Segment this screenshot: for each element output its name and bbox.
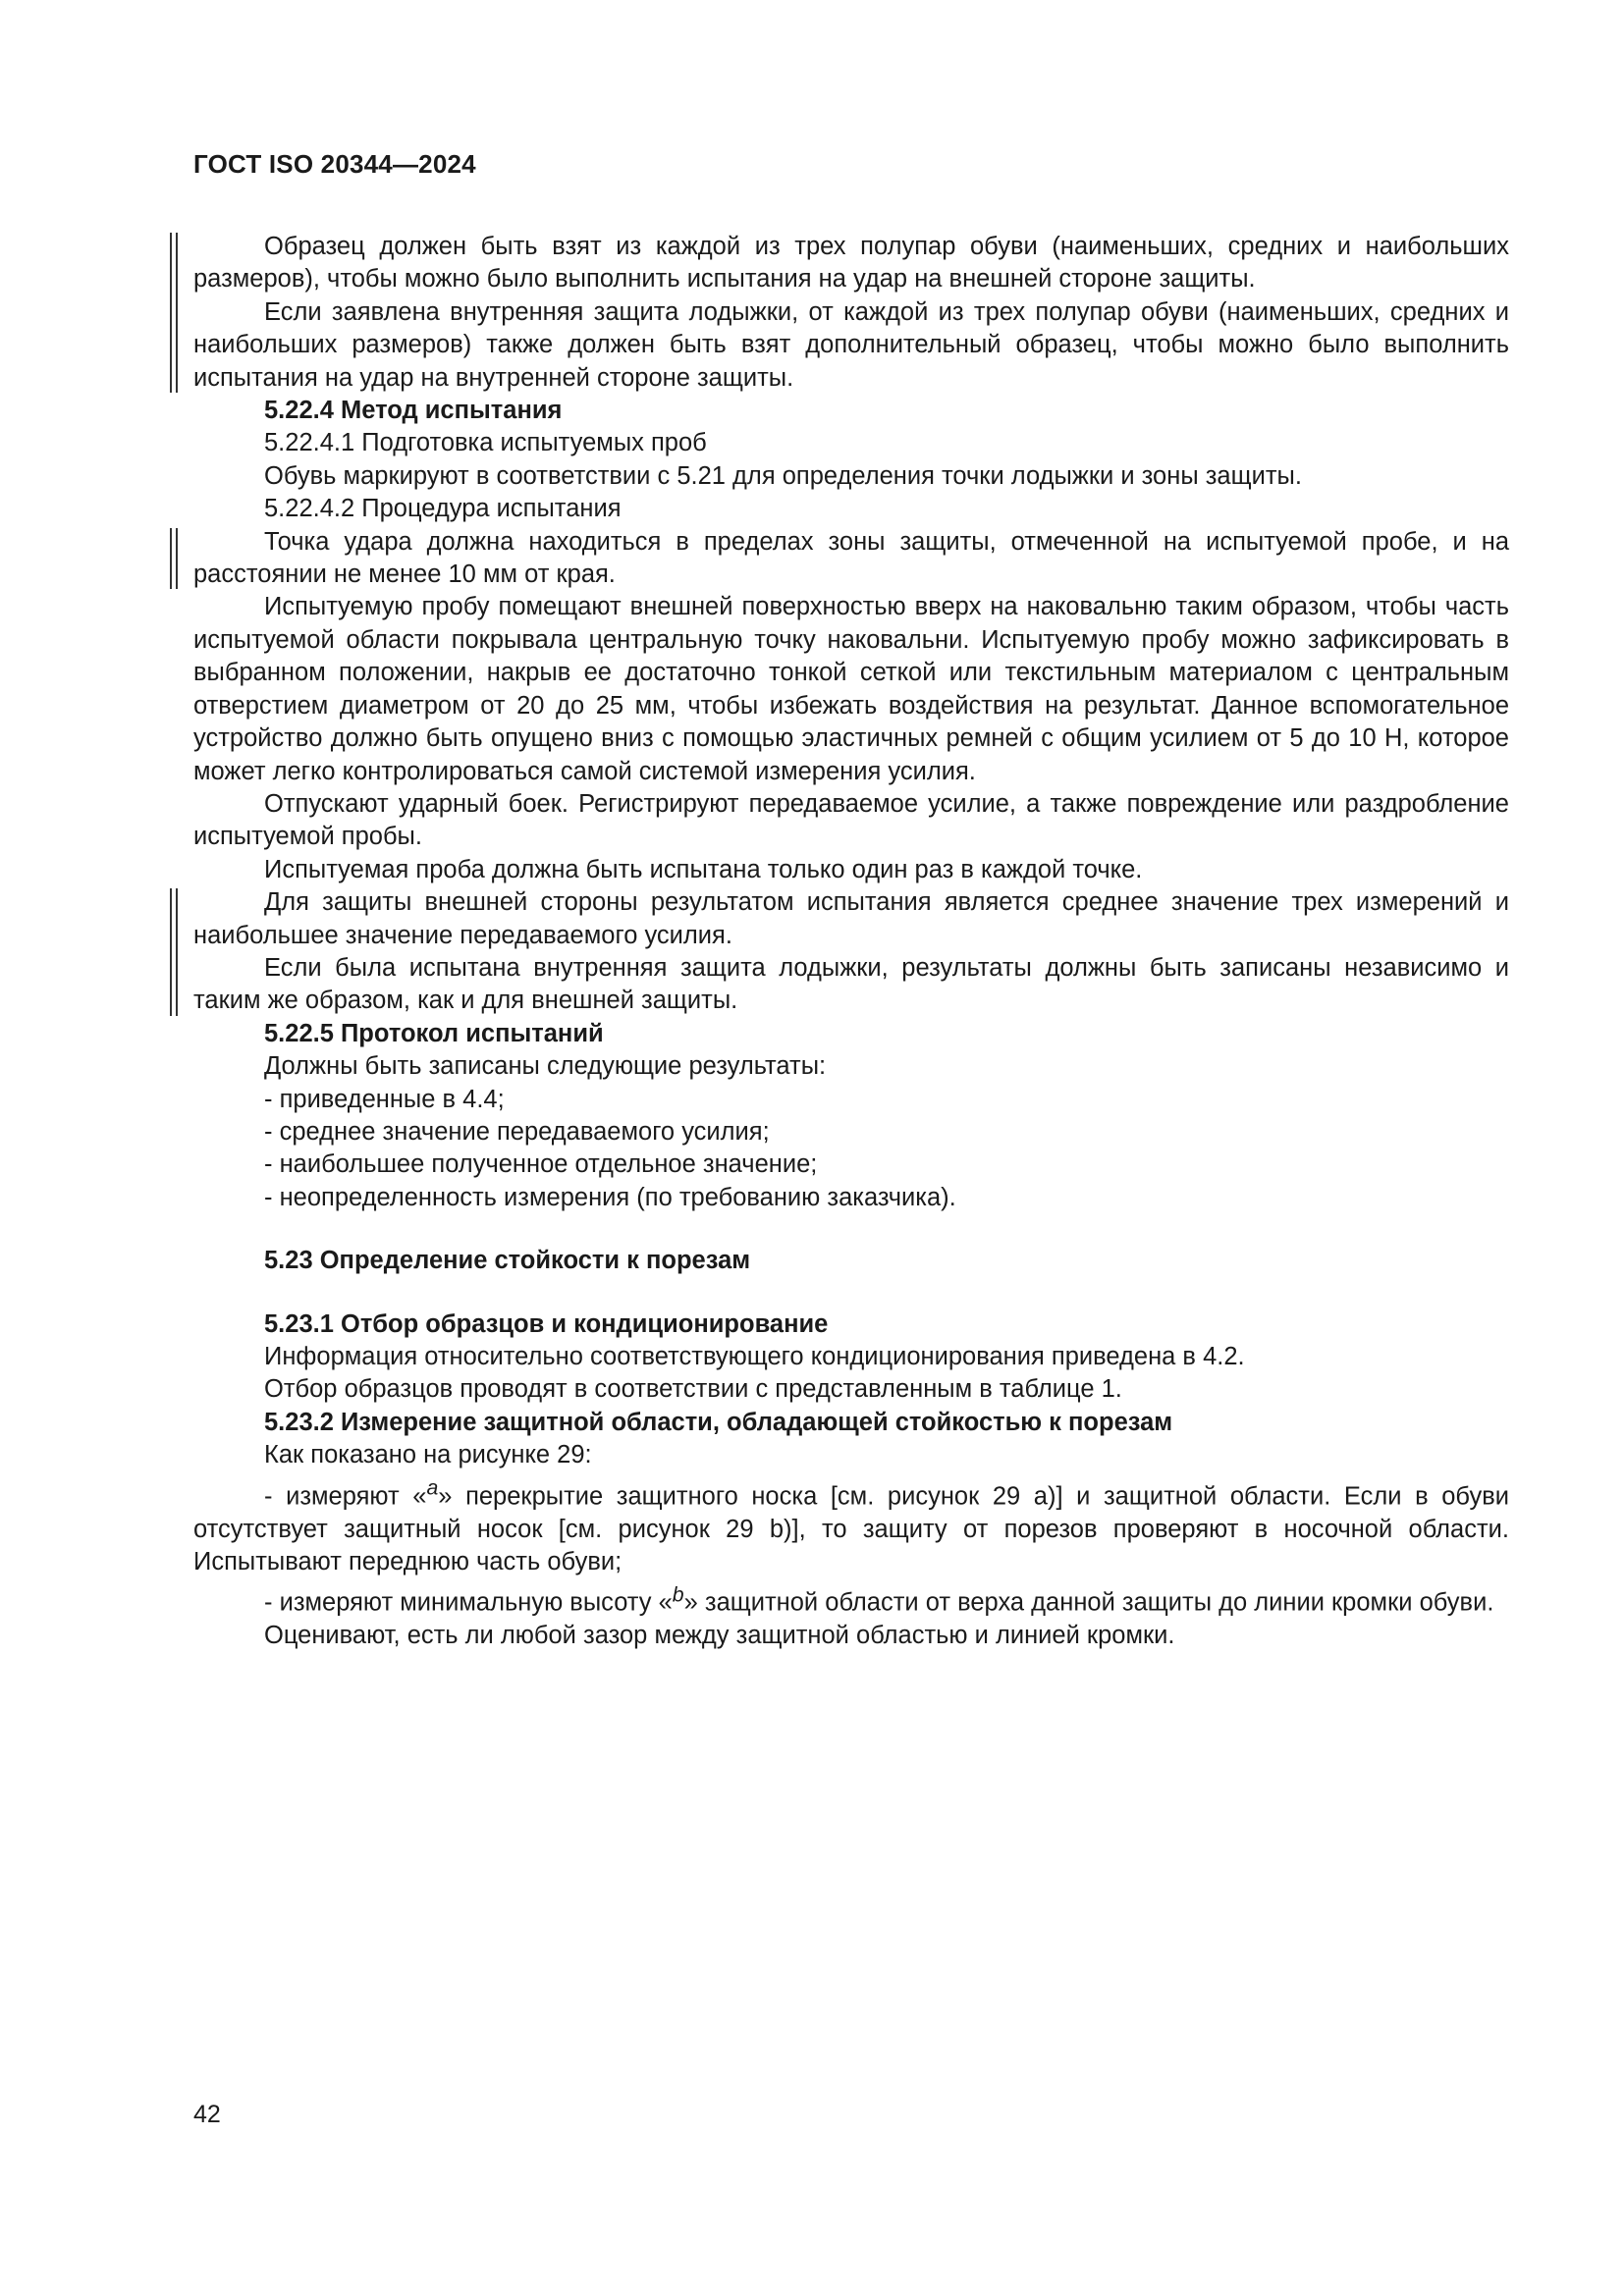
list-item <box>193 1578 1509 1620</box>
page-number: 42 <box>193 2101 221 2128</box>
paragraph: Как показано на рисунке 29: <box>264 1441 592 1469</box>
list-item: - среднее значение передаваемого усилия; <box>264 1117 770 1146</box>
section-heading: 5.23.1 Отбор образцов и кондиционирование <box>264 1309 829 1338</box>
change-bar-group-2 <box>193 526 1509 592</box>
paragraph: Точка удара должна находиться в пределах зоны защиты, отмеченной на испытуемой пробе, и на расстоянии не менее 10 мм от края. <box>193 527 1509 589</box>
subsection-heading: 5.22.4.2 Процедура испытания <box>264 495 622 523</box>
section-heading: 5.23.2 Измерение защитной области, обладающей стойкостью к порезам <box>264 1408 1173 1436</box>
paragraph: Испытуемую пробу помещают внешней поверхностью вверх на наковальню таким образом, чтобы часть испытуемой области покрывала центральную точку наковальни. Испытуемую пробу можно зафиксировать в выбранном положении, накрыв ее достаточно тонкой сеткой или текстильным материалом с центральным отверстием диаметром от 20 до 25 мм, чтобы избежать воздействия на результат. Данное вспомогательное устройство должно быть опущено вниз с помощью эластичных ремней с общим усилием от 5 до 10 Н, которое может легко контролироваться самой системой измерения усилия. <box>193 593 1509 785</box>
paragraph: Если была испытана внутренняя защита лодыжки, результаты должны быть записаны независимо и таким же образом, как и для внешней защиты. <box>193 953 1509 1015</box>
list-item: - неопределенность измерения (по требованию заказчика). <box>264 1183 956 1211</box>
paragraph: Отбор образцов проводят в соответствии с представленным в таблице 1. <box>264 1375 1122 1404</box>
list-item: - наибольшее полученное отдельное значение; <box>264 1150 818 1179</box>
document-header: ГОСТ ISO 20344—2024 <box>193 149 476 179</box>
list-item: - приведенные в 4.4; <box>264 1085 505 1113</box>
paragraph: Для защиты внешней стороны результатом испытания является среднее значение трех измерений и наибольшее значение передаваемого усилия. <box>193 888 1509 949</box>
paragraph: Должны быть записаны следующие результаты: <box>264 1052 827 1081</box>
text-run: - измеряют « <box>264 1482 427 1511</box>
subsection-heading: 5.22.4.1 Подготовка испытуемых проб <box>264 429 707 457</box>
paragraph: Информация относительно соответствующего кондиционирования приведена в 4.2. <box>264 1343 1245 1370</box>
superscript-b: b <box>672 1582 684 1607</box>
paragraph: Испытуемая проба должна быть испытана только один раз в каждой точке. <box>264 855 1143 883</box>
text-run: » защитной области от верха данной защиты до линии кромки обуви. <box>683 1588 1494 1617</box>
paragraph: Образец должен быть взят из каждой из трех полупар обуви (наименьших, средних и наибольших размеров), чтобы можно было выполнить испытания на удар на внешней стороне защиты. <box>193 233 1509 294</box>
text-run: » перекрытие защитного носка [см. рисунок 29 a)] и защитной области. Если в обуви отсутствует защитный носок [см. рисунок 29 b)], то защиту от порезов проверяют в носочной области. Испытывают переднюю часть обуви; <box>193 1482 1509 1575</box>
section-heading: 5.23 Определение стойкости к порезам <box>264 1247 751 1275</box>
section-heading: 5.22.5 Протокол испытаний <box>264 1019 604 1047</box>
section-heading: 5.22.4 Метод испытания <box>264 397 563 425</box>
change-bar-group-1 <box>193 231 1509 395</box>
superscript-a: a <box>426 1475 439 1500</box>
change-bar-group-3 <box>193 886 1509 1018</box>
text-run: - измеряют минимальную высоту « <box>264 1588 673 1617</box>
paragraph: Отпускают ударный боек. Регистрируют передаваемое усилие, а также повреждение или раздробление испытуемой пробы. <box>193 789 1509 851</box>
paragraph: Если заявлена внутренняя защита лодыжки, от каждой из трех полупар обуви (наименьших, средних и наибольших размеров) также должен быть взят дополнительный образец, чтобы можно было выполнить испытания на удар на внутренней стороне защиты. <box>193 297 1509 392</box>
paragraph: Оценивают, есть ли любой зазор между защитной областью и линией кромки. <box>264 1622 1175 1650</box>
paragraph: Обувь маркируют в соответствии с 5.21 для определения точки лодыжки и зоны защиты. <box>264 461 1302 490</box>
document-body <box>193 231 1509 1653</box>
list-item <box>193 1472 1509 1579</box>
